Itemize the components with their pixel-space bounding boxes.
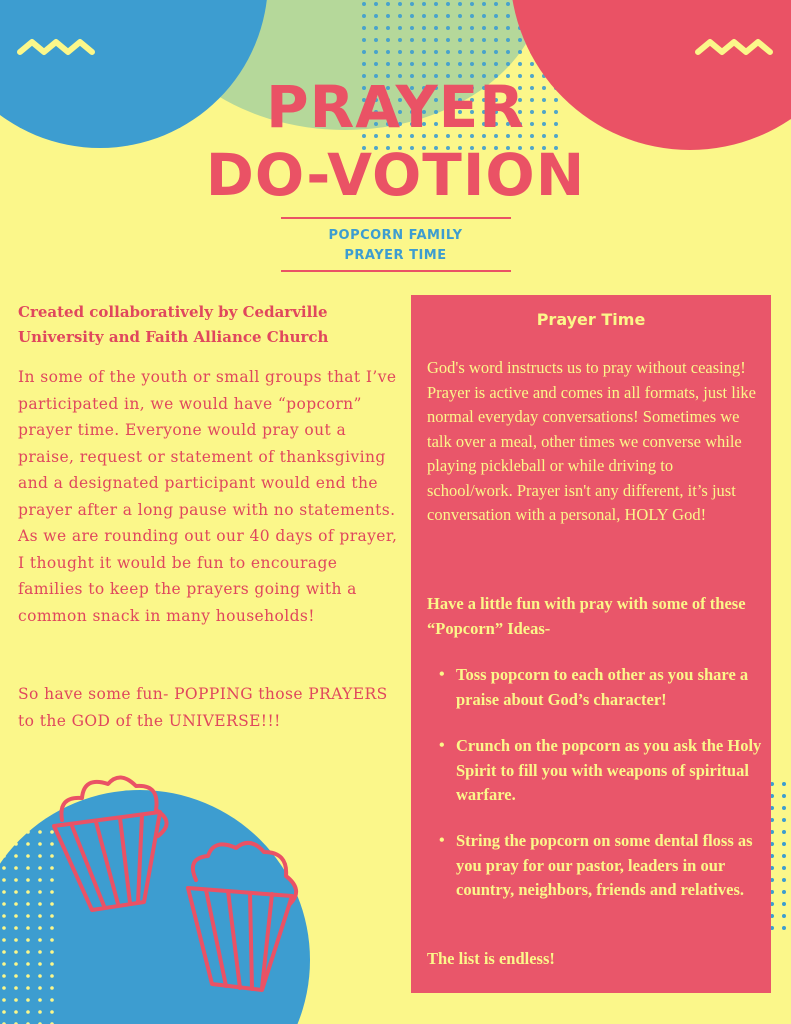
bullet-icon: • [439,666,445,683]
title-divider-bottom [281,270,511,272]
title-divider-top [281,217,511,219]
ideas-lead: Have a little fun with pray with some of these “Popcorn” Ideas- [427,594,746,638]
intro-closing: So have some fun- POPPING those PRAYERS to the GOD of the UNIVERSE!!! [18,685,388,730]
subtitle-line2: PRAYER TIME [344,248,447,263]
page-title-line2: DO-VOTION [205,141,586,209]
list-item [439,663,766,712]
dotted-pattern-bottom-left [0,830,60,1024]
idea-text: String the popcorn on some dental floss as you pray for our pastor, leaders in our country, neighbors, friends and relatives. [456,831,753,899]
page-title-line1: PRAYER [266,73,525,141]
list-item [439,829,766,903]
bullet-icon: • [439,832,445,849]
bullet-icon: • [439,737,445,754]
idea-text: Toss popcorn to each other as you share a praise about God’s character! [456,665,749,709]
panel-heading: Prayer Time [536,310,646,329]
panel-paragraph: God's word instructs us to pray without ceasing! Prayer is active and comes in all formats, just like normal everyday conversations! Sometimes we talk over a meal, other times we converse while playing pickleball or while driving to school/work. Prayer isn't any different, it’s just conversation with a personal, HOLY God! [427,358,756,524]
intro-paragraph: In some of the youth or small groups that I’ve participated in, we would have “popcorn” prayer time. Everyone would pray out a praise, request or statement of thanksgiving and a designated participant would end the prayer after a long pause with no statements. As we are rounding out our 40 days of prayer, I thought it would be fun to encourage families to keep the prayers going with a common snack in many households! [18,368,398,625]
list-item [439,734,766,808]
panel-closing: The list is endless! [427,949,555,968]
credit-line: Created collaboratively by Cedarville University and Faith Alliance Church [18,303,329,346]
subtitle-line1: POPCORN FAMILY [328,228,463,243]
idea-text: Crunch on the popcorn as you ask the Holy Spirit to fill you with weapons of spiritual warfare. [456,736,762,804]
